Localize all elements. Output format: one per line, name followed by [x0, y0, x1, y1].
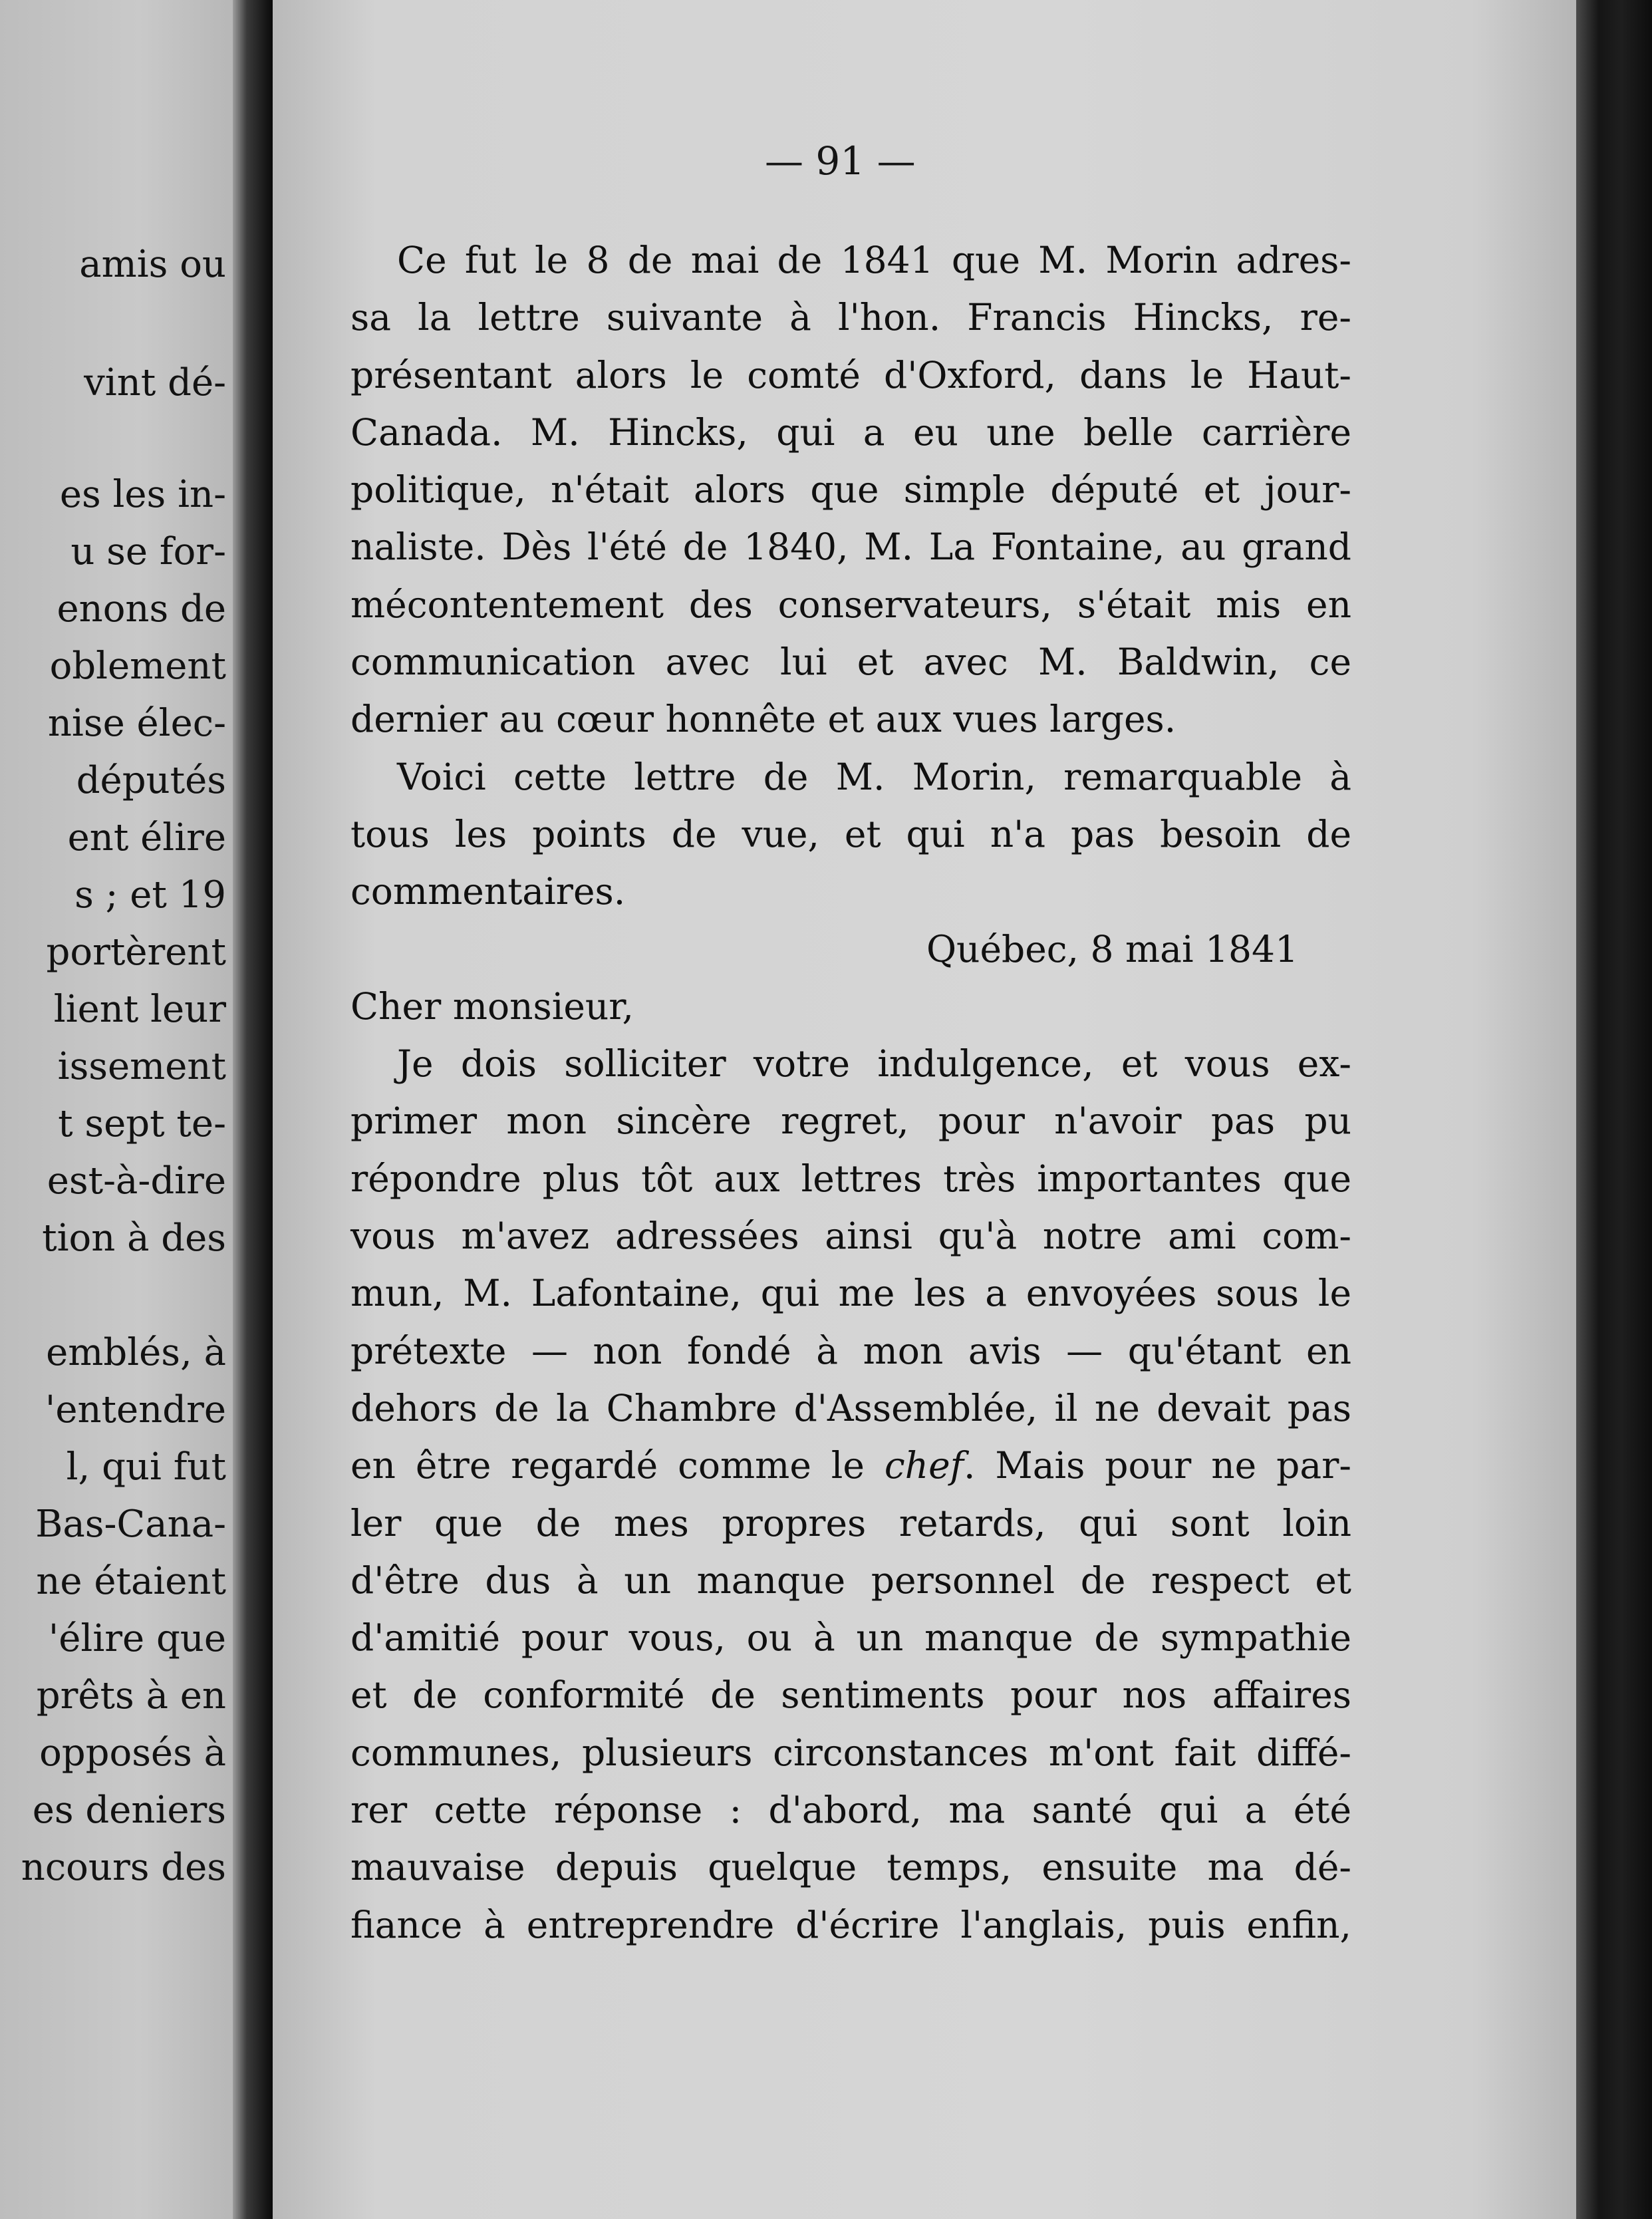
- left-page-line: 'élire que: [48, 1617, 226, 1660]
- text-line: commentaires.: [350, 870, 626, 913]
- text-line: mécontentement des conservateurs, s'était mis en: [350, 583, 1351, 626]
- left-page-line: tion à des: [42, 1217, 226, 1260]
- text-line: mun, M. Lafontaine, qui me les a envoyées sous le: [350, 1272, 1351, 1315]
- text-line: primer mon sincère regret, pour n'avoir pas pu: [350, 1100, 1351, 1143]
- left-page-line: es deniers: [32, 1789, 226, 1832]
- text-line: rer cette réponse : d'abord, ma santé qui a été: [350, 1789, 1351, 1832]
- left-page-line: est-à-dire: [47, 1159, 226, 1203]
- text-line: politique, n'était alors que simple député et jour-: [350, 468, 1351, 512]
- text-line: communes, plusieurs circonstances m'ont fait diffé-: [350, 1731, 1351, 1774]
- text-line: dehors de la Chambre d'Assemblée, il ne devait pas: [350, 1386, 1351, 1429]
- text-line: ler que de mes propres retards, qui sont loin: [350, 1501, 1351, 1545]
- body-text: [350, 231, 1351, 1954]
- text-line: mauvaise depuis quelque temps, ensuite ma dé-: [350, 1846, 1351, 1889]
- left-page-line: es les in-: [59, 473, 226, 516]
- left-page-line: amis ou: [79, 243, 226, 286]
- text-line: Voici cette lettre de M. Morin, remarquable à: [397, 755, 1351, 798]
- left-page-line: ncours des: [21, 1846, 226, 1889]
- left-page-line: issement: [57, 1045, 226, 1088]
- text-line: dernier au cœur honnête et aux vues larges.: [350, 698, 1176, 741]
- text-line: communication avec lui et avec M. Baldwin, ce: [350, 641, 1351, 684]
- left-page-line: Bas-Cana-: [35, 1503, 226, 1546]
- left-page-line: t sept te-: [58, 1102, 226, 1145]
- text-line: sa la lettre suivante à l'hon. Francis Hincks, re-: [350, 296, 1351, 339]
- text-line: Cher monsieur,: [350, 984, 634, 1028]
- text-line: et de conformité de sentiments pour nos affaires: [350, 1674, 1351, 1717]
- text-line: prétexte — non fondé à mon avis — qu'étant en: [350, 1329, 1351, 1372]
- text-line: présentant alors le comté d'Oxford, dans le Haut-: [350, 353, 1351, 396]
- text-line: tous les points de vue, et qui n'a pas besoin de: [350, 812, 1351, 855]
- text-line: répondre plus tôt aux lettres très importantes que: [350, 1157, 1351, 1200]
- text-line: fiance à entreprendre d'écrire l'anglais, puis enfin,: [350, 1903, 1351, 1946]
- left-page-line: opposés à: [39, 1731, 226, 1775]
- left-page-line: ent élire: [67, 816, 226, 859]
- previous-page-fragment: [0, 0, 233, 2219]
- left-page-line: u se for-: [70, 530, 226, 573]
- left-page-line: l, qui fut: [66, 1445, 226, 1489]
- text-line: vous m'avez adressées ainsi qu'à notre ami com-: [350, 1215, 1351, 1258]
- left-page-line: ne étaient: [36, 1560, 226, 1603]
- text-line: d'être dus à un manque personnel de respect et: [350, 1558, 1351, 1602]
- left-page-line: 'entendre: [45, 1388, 226, 1431]
- text-line: Je dois solliciter votre indulgence, et vous ex-: [397, 1042, 1351, 1086]
- left-page-line: députés: [76, 759, 226, 802]
- page-gutter: [233, 0, 273, 2219]
- left-page-line: prêts à en: [36, 1674, 226, 1717]
- left-page-line: oblement: [49, 645, 226, 688]
- text-line: d'amitié pour vous, ou à un manque de sympathie: [350, 1616, 1351, 1660]
- text-line: Canada. M. Hincks, qui a eu une belle carrière: [350, 410, 1351, 454]
- left-page-line: portèrent: [46, 931, 226, 974]
- left-page-line: vint dé-: [84, 361, 226, 404]
- text-line: naliste. Dès l'été de 1840, M. La Fontaine, au grand: [350, 525, 1351, 569]
- text-line: en être regardé comme le chef. Mais pour ne par-: [350, 1444, 1351, 1487]
- page-edge-shadow: [1576, 0, 1652, 2219]
- left-page-line: emblés, à: [46, 1331, 226, 1374]
- text-line: Québec, 8 mai 1841: [926, 927, 1298, 970]
- left-page-line: enons de: [57, 587, 226, 631]
- page-number: — 91 —: [765, 138, 916, 184]
- left-page-line: s ; et 19: [74, 873, 226, 917]
- left-page-line: nise élec-: [47, 702, 226, 745]
- text-line: Ce fut le 8 de mai de 1841 que M. Morin adres-: [397, 239, 1351, 281]
- left-page-line: lient leur: [53, 988, 226, 1031]
